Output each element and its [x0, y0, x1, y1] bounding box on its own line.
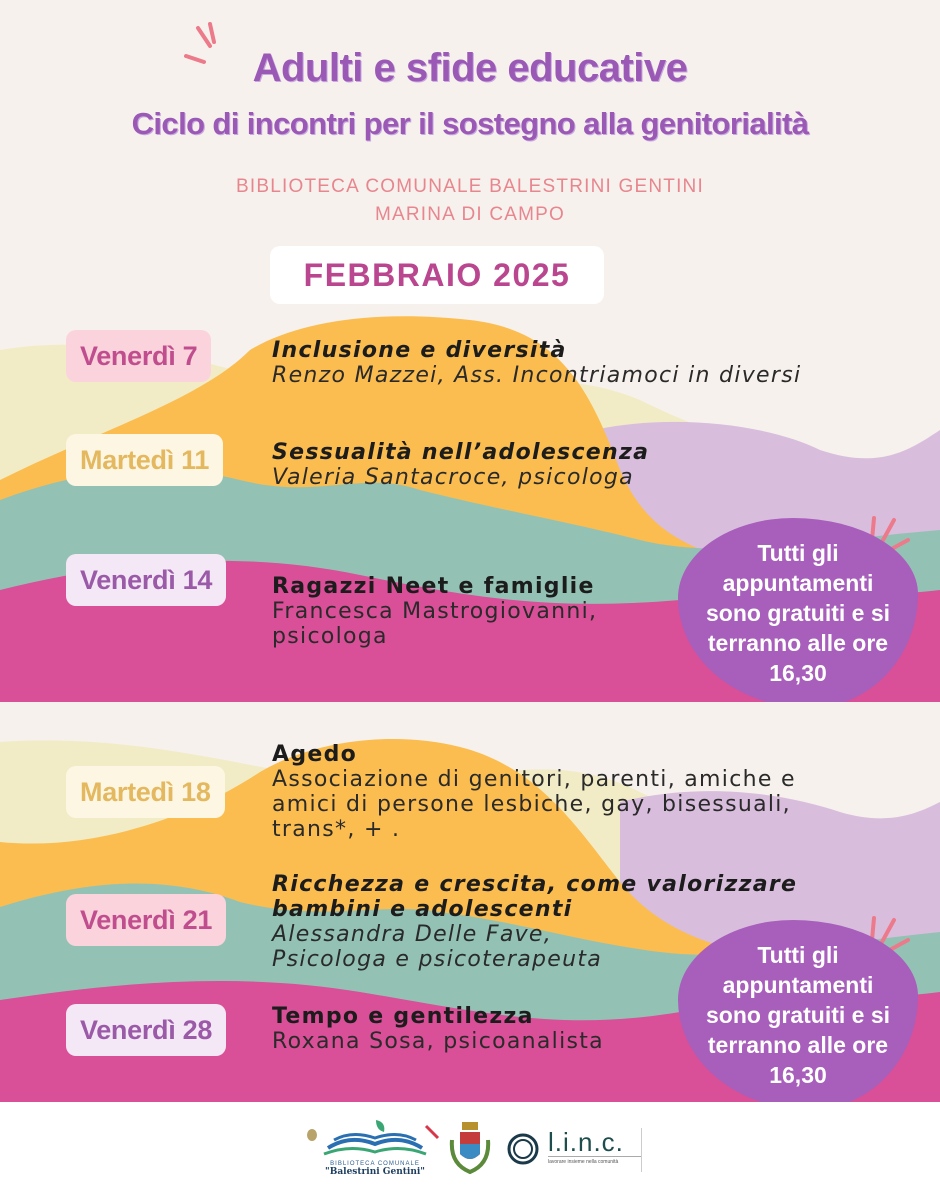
page-subtitle: Ciclo di incontri per il sostegno alla genitorialità	[131, 106, 809, 141]
notice-text: appuntamenti	[722, 570, 874, 596]
logo-biblioteca	[320, 1116, 430, 1178]
event-2	[272, 440, 649, 490]
logo-linc-name: l.i.n.c.	[548, 1127, 624, 1157]
venue-location: MARINA DI CAMPO	[374, 204, 566, 225]
event-speaker: Renzo Mazzei, Ass. Incontriamoci in diversi	[272, 363, 802, 388]
notice-text: sono gratuiti e si	[705, 1002, 891, 1028]
notice-text: appuntamenti	[722, 972, 874, 998]
event-speaker: Associazione di genitori, parenti, amiche e	[272, 767, 796, 792]
notice-text: terranno alle ore	[707, 630, 889, 656]
ribbon-icon	[424, 1124, 440, 1140]
event-date-badge: Venerdì 21	[66, 894, 226, 946]
page-title: Adulti e sfide educative	[252, 46, 688, 90]
schedule-panel-2	[0, 702, 940, 1102]
event-date-badge: Martedì 11	[66, 434, 223, 486]
event-date-badge: Venerdì 7	[66, 330, 211, 382]
event-title: Ragazzi Neet e famiglie	[272, 574, 595, 599]
info-notice	[678, 920, 918, 1102]
open-book-icon	[320, 1116, 430, 1156]
logo-biblioteca-name: "Balestrini Gentini"	[325, 1167, 425, 1177]
event-title: Sessualità nell’adolescenza	[272, 440, 650, 465]
event-speaker: amici di persone lesbiche, gay, bisessuali,	[272, 792, 791, 817]
notice-time: 16,30	[769, 660, 827, 686]
event-title: Tempo e gentilezza	[272, 1004, 534, 1029]
event-title: Ricchezza e crescita, come valorizzare	[272, 872, 798, 897]
logo-linc	[548, 1128, 642, 1172]
event-4	[272, 742, 796, 842]
event-title: Agedo	[272, 742, 358, 767]
event-3	[272, 574, 597, 649]
event-speaker: Valeria Santacroce, psicologa	[272, 465, 634, 490]
month-label: FEBBRAIO 2025	[270, 246, 604, 304]
info-notice	[678, 518, 918, 702]
event-title: bambini e adolescenti	[272, 897, 573, 922]
coat-of-arms-icon	[448, 1120, 492, 1180]
event-title: Inclusione e diversità	[272, 338, 567, 363]
notice-text: Tutti gli	[757, 540, 839, 566]
event-speaker: trans*, + .	[272, 817, 401, 842]
event-1	[272, 338, 801, 388]
event-date-badge: Venerdì 14	[66, 554, 226, 606]
header	[0, 0, 940, 310]
event-speaker: Psicologa e psicoterapeuta	[272, 947, 603, 972]
notice-text: terranno alle ore	[707, 1032, 889, 1058]
event-speaker: psicologa	[272, 624, 388, 649]
event-date-badge: Venerdì 28	[66, 1004, 226, 1056]
event-speaker: Roxana Sosa, psicoanalista	[272, 1029, 604, 1054]
logo-biblioteca-label: BIBLIOTECA COMUNALE	[330, 1161, 420, 1167]
event-6	[272, 1004, 604, 1054]
schedule-panel-1	[0, 310, 940, 702]
event-speaker: Francesca Mastrogiovanni,	[272, 599, 598, 624]
logo-linc-tagline: lavorare insieme nella comunità	[548, 1156, 641, 1165]
notice-time: 16,30	[769, 1062, 827, 1088]
small-emblem-icon	[306, 1128, 318, 1142]
venue-name: BIBLIOTECA COMUNALE BALESTRINI GENTINI	[236, 176, 704, 197]
notice-text: sono gratuiti e si	[705, 600, 891, 626]
linc-circle-icon	[506, 1132, 540, 1166]
event-speaker: Alessandra Delle Fave,	[272, 922, 553, 947]
event-date-badge: Martedì 18	[66, 766, 225, 818]
notice-text: Tutti gli	[757, 942, 839, 968]
footer-logos	[0, 1102, 940, 1197]
